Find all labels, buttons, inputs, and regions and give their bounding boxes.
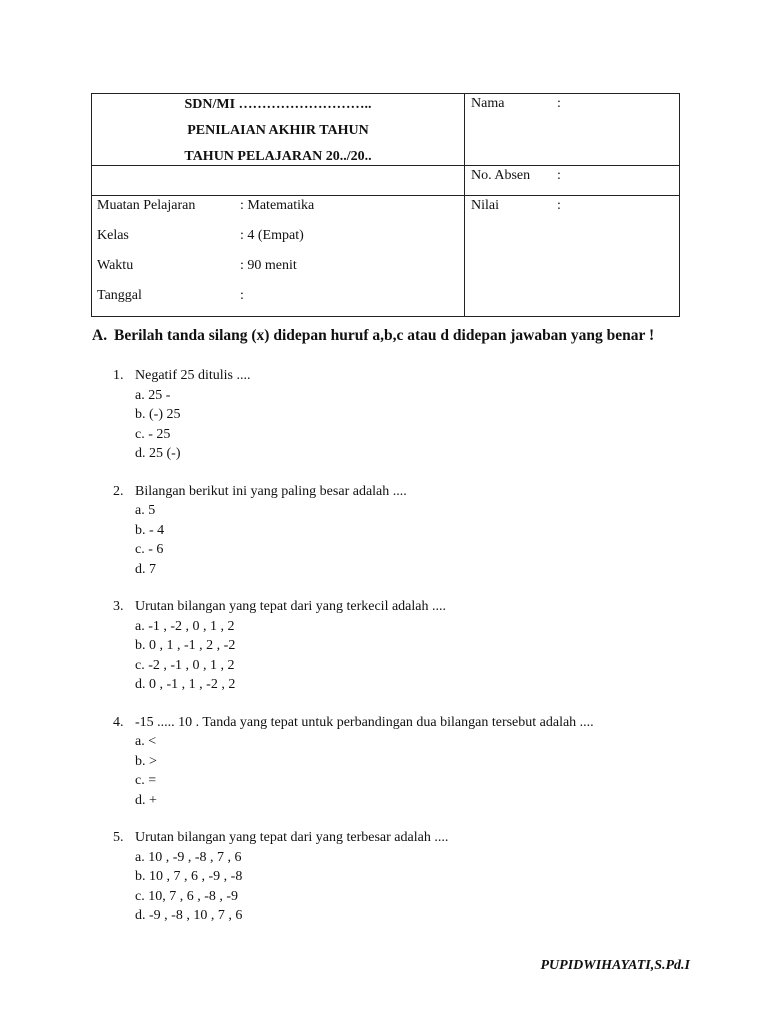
question-text: Urutan bilangan yang tepat dari yang terkecil adalah .... (135, 599, 446, 614)
time-value: : 90 menit (240, 258, 297, 273)
absen-label: No. Absen (471, 168, 531, 183)
question-text: Urutan bilangan yang tepat dari yang terbesar adalah .... (135, 830, 449, 845)
question-number: 1. (113, 368, 124, 383)
exam-header-table (91, 93, 680, 317)
answer-option: a. 25 - (135, 387, 171, 403)
question-number: 4. (113, 714, 124, 730)
question-item (113, 713, 673, 811)
answer-option: c. - 6 (135, 542, 164, 557)
answer-option: b. 0 , 1 , -1 , 2 , -2 (135, 638, 236, 653)
class-value: : 4 (Empat) (240, 228, 304, 243)
question-item (113, 482, 673, 580)
nilai-label: Nilai (471, 198, 499, 213)
question-item (113, 828, 673, 926)
nilai-colon: : (557, 198, 561, 213)
answer-option: d. 25 (-) (135, 446, 181, 461)
absen-cell (465, 166, 680, 196)
answer-option: d. -9 , -8 , 10 , 7 , 6 (135, 908, 243, 923)
meta-row-date (92, 286, 464, 316)
date-value: : (240, 288, 244, 303)
answer-option: a. -1 , -2 , 0 , 1 , 2 (135, 618, 235, 634)
subject-value: : Matematika (240, 198, 315, 213)
time-label: Waktu (97, 258, 134, 273)
meta-row-subject (92, 196, 464, 226)
subject-label: Muatan Pelajaran (97, 198, 196, 213)
question-text: -15 ..... 10 . Tanda yang tepat untuk perbandingan dua bilangan tersebut adalah .... (135, 714, 594, 730)
answer-option: b. (-) 25 (135, 407, 181, 422)
answer-option: d. 7 (135, 561, 156, 577)
author-signature: PUPIDWIHAYATI,S.Pd.I (540, 958, 690, 973)
answer-option: d. + (135, 792, 157, 808)
school-title-cell (92, 94, 465, 166)
meta-cell (92, 196, 465, 317)
class-label: Kelas (97, 228, 129, 243)
answer-option: c. 10, 7 , 6 , -8 , -9 (135, 888, 239, 904)
question-text: Negatif 25 ditulis .... (135, 368, 251, 383)
question-number: 2. (113, 483, 124, 499)
meta-row-class (92, 226, 464, 256)
answer-option: d. 0 , -1 , 1 , -2 , 2 (135, 677, 236, 692)
question-number: 3. (113, 599, 124, 614)
answer-option: b. - 4 (135, 522, 165, 538)
answer-option: a. < (135, 734, 157, 749)
exam-title: PENILAIAN AKHIR TAHUN (187, 123, 369, 138)
answer-option: c. = (135, 773, 157, 788)
nama-label: Nama (471, 96, 505, 111)
nama-cell (465, 94, 680, 166)
question-list (113, 366, 673, 944)
blank-cell (92, 166, 465, 196)
answer-option: a. 10 , -9 , -8 , 7 , 6 (135, 849, 242, 865)
question-item (113, 366, 673, 464)
nilai-cell (465, 196, 680, 317)
answer-option: a. 5 (135, 503, 156, 518)
absen-colon: : (557, 168, 561, 183)
answer-option: b. 10 , 7 , 6 , -9 , -8 (135, 869, 243, 884)
date-label: Tanggal (97, 288, 142, 303)
answer-option: c. -2 , -1 , 0 , 1 , 2 (135, 657, 235, 673)
section-letter: A. (92, 327, 108, 344)
school-name: SDN/MI ……………………….. (184, 97, 372, 112)
answer-option: b. > (135, 753, 157, 769)
question-number: 5. (113, 830, 124, 845)
answer-option: c. - 25 (135, 426, 171, 442)
question-item (113, 597, 673, 695)
question-text: Bilangan berikut ini yang paling besar adalah .... (135, 483, 407, 499)
academic-year: TAHUN PELAJARAN 20../20.. (184, 149, 372, 164)
section-instruction: Berilah tanda silang (x) didepan huruf a,b,c atau d didepan jawaban yang benar ! (114, 327, 655, 344)
nama-colon: : (557, 96, 561, 111)
meta-row-time (92, 256, 464, 286)
